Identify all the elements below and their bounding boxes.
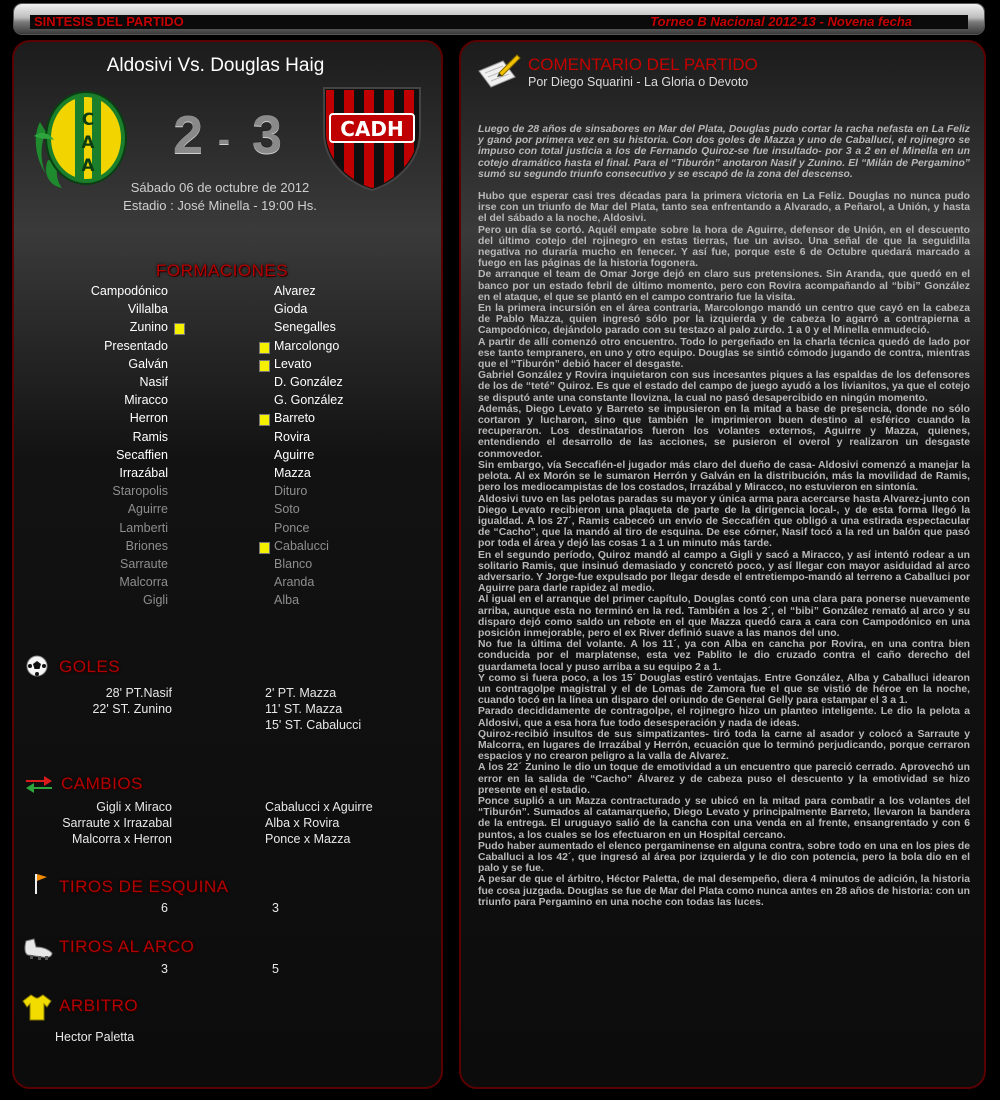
home-crest-letter-a1: A xyxy=(81,133,95,153)
away-player-name: Barreto xyxy=(274,411,315,426)
roster-row xyxy=(0,466,440,484)
shots-heading: TIROS AL ARCO xyxy=(59,937,195,956)
corners-home-value: 6 xyxy=(161,901,168,915)
home-score: 2 xyxy=(173,105,204,165)
roster-row xyxy=(0,575,440,593)
home-player-name: Briones xyxy=(125,538,168,553)
notepad-pencil-icon xyxy=(477,51,521,94)
home-substitution: Malcorra x Herron xyxy=(71,832,172,846)
comment-paragraph: A pesar de que el árbitro, Héctor Paletta, de mal desempeño, diera 4 minutos de adición, la historia fue cosa juzgada. Douglas se fue de Mar del Plata como nunca antes en 28 años de historia: con un triunfo para Pergamino en una noche con todas las luces. xyxy=(478,874,970,908)
comment-paragraph: Al igual en el arranque del primer capítulo, Douglas contó con una clara para ponerse nuevamente arriba, aunque esta no terminó en la red. También a los 2´, el “bibi” González remató al arco y su disparo dejó como saldo un rebote en el que Mazza quedó cara a cara con Campodónico en una posición inmejorable, pero el ex River definió suave a las manos del uno. xyxy=(478,594,970,639)
home-player-name: Campodónico xyxy=(90,284,168,298)
home-crest-logo xyxy=(28,82,132,192)
roster-row xyxy=(0,539,440,557)
comment-paragraph: No fue la última del volante. A los 11´, ya con Alba en cancha por Rovira, en una contra bien conducida por el marplatense, esta vez Pablito le dio cruzado contra el caño derecho del guardameta local y puso arriba a su equipo 2 a 1. xyxy=(478,639,970,673)
comment-body xyxy=(478,124,970,908)
away-substitution: Ponce x Mazza xyxy=(265,832,351,846)
corners-away-value: 3 xyxy=(272,901,279,915)
corner-flag-icon xyxy=(31,872,49,901)
comment-paragraph: A partir de allí comenzó otro encuentro. Todo lo pergeñado en la charla técnica quedó de lado por ese tanto tempranero, en uno y otro equipo. Douglas se sintió cómodo jugando de contra, mientras que el “Tiburón” debió hacer el desgaste. xyxy=(478,336,970,371)
home-player-name: Zunino xyxy=(129,320,168,335)
formations-heading: FORMACIONES xyxy=(156,261,289,280)
away-substitution: Cabalucci x Aguirre xyxy=(265,800,373,814)
comment-paragraph: De arranque el team de Omar Jorge dejó en claro sus pretensiones. Sin Aranda, que quedó en el banco por un estado febril de último momento, pero con Rovira acompañando al “bibi” González en el ataque, el que se plantó en el campo contrario fue la visita. xyxy=(478,269,970,303)
comment-lead: Luego de 28 años de sinsabores en Mar del Plata, Douglas pudo cortar la racha nefasta en La Feliz y ganó por primera vez en su historia. Con dos goles de Mazza y uno de Caballuci, el rojinegro se impuso con total justicia a los de Fernando Quiroz-se fue insultado- por 3 a 2 en el Minella en un cotejo dramático hasta el final. Para el “Tiburón” anotaron Nasif y Zunino. El “Milán de Pergamino” sumó su segundo triunfo consecutivo y se escapó de la zona del descenso. xyxy=(478,124,970,180)
home-player-name: Nasif xyxy=(139,375,168,389)
header-left-title: SINTESIS DEL PARTIDO xyxy=(34,14,184,29)
home-player-name: Herron xyxy=(129,411,168,426)
comment-paragraph: Gabriel González y Rovira inquietaron con sus incesantes piques a las espaldas de los defensores de los de “teté” Quiroz. Es que el estado del campo de juego ayudó a los livianitos, ya que el cotejo se disputó ante una constante llovizna, la cual no pasó desapercibido en ningún momento. xyxy=(478,370,970,404)
home-player-name: Secaffien xyxy=(116,447,168,462)
roster-row xyxy=(0,448,440,466)
away-player-name: Rovira xyxy=(274,429,311,444)
comment-paragraph: En el segundo período, Quiroz mandó al campo a Gigli y sacó a Miracco, y así intentó rodear a un solitario Ramis, que insinuó demasiado y concretó poco, y así llegar con mayor asiduidad al arco adversario. Y Jorge-fue expulsado por llegar desde el entretiempo-mandó al terreno a Caballuci por Aguirre para darle rapidez al medio. xyxy=(478,549,970,595)
roster-row xyxy=(0,411,440,429)
away-player-name: Blanco xyxy=(274,557,313,571)
roster-row xyxy=(0,593,440,611)
roster-row xyxy=(0,557,440,575)
away-player-name: Gioda xyxy=(274,302,308,317)
yellow-card-icon xyxy=(259,360,270,372)
home-player-name: Presentado xyxy=(104,338,168,353)
home-substitution: Sarraute x Irrazabal xyxy=(62,816,172,830)
away-crest-logo xyxy=(320,84,424,192)
away-player-name: Cabalucci xyxy=(274,538,329,553)
away-player-name: Levato xyxy=(274,356,312,371)
home-crest-letter-c: C xyxy=(81,110,95,130)
home-player-name: Ramis xyxy=(132,429,168,444)
home-substitution: Gigli x Miraco xyxy=(96,800,172,814)
shots-away-value: 5 xyxy=(272,962,279,976)
roster-row xyxy=(0,521,440,539)
home-player-name: Aguirre xyxy=(127,502,168,517)
roster-row xyxy=(0,375,440,393)
home-player-name: Lamberti xyxy=(119,520,168,535)
away-player-name: Soto xyxy=(274,502,300,517)
header-bar xyxy=(14,4,984,34)
roster-row xyxy=(0,284,440,302)
roster-row xyxy=(0,339,440,357)
comment-paragraph: Quiroz-recibió insultos de sus simpatizantes- tiró toda la carne al asador y colocó a Sarraute y Malcorra, en lugares de Irrazábal y Herrón, ecuación que lo terminó perjudicando, porque cerraron espacios y no crearon peligro a la valla de Alvarez. xyxy=(478,728,970,763)
roster-table xyxy=(0,284,440,614)
comment-paragraph: Ponce suplió a un Mazza contracturado y se ubicó en la mitad para combatir a los volantes del “Tiburón”. Sumados al catamarqueño, Diego Levato y principalmente Barreto, llevaron la bandera de la entrega. El uruguayo salió de la cancha con una venda en al frente, ensangrentado y con 6 puntos, a los cuales se los efectuaron en un Hospital cercano. xyxy=(478,795,970,841)
referee-name: Hector Paletta xyxy=(55,1030,135,1044)
match-date: Sábado 06 de octubre de 2012 xyxy=(130,180,310,195)
home-player-name: Miracco xyxy=(124,393,168,408)
yellow-card-icon xyxy=(259,542,270,554)
subs-heading: CAMBIOS xyxy=(61,774,143,793)
away-player-name: D. González xyxy=(274,375,343,389)
goals-heading: GOLES xyxy=(59,657,121,676)
home-player-name: Irrazábal xyxy=(119,466,168,480)
comment-author: Por Diego Squarini - La Gloria o Devoto xyxy=(528,75,749,89)
away-goal: 2' PT. Mazza xyxy=(265,686,337,700)
roster-row xyxy=(0,484,440,502)
match-venue: Estadio : José Minella - 19:00 Hs. xyxy=(123,198,317,213)
away-player-name: Marcolongo xyxy=(274,338,340,353)
roster-row xyxy=(0,302,440,320)
away-player-name: G. González xyxy=(274,393,344,408)
score-separator: - xyxy=(218,118,230,159)
roster-row xyxy=(0,320,440,338)
home-crest-letter-a2: A xyxy=(81,156,95,176)
away-crest-text: CADH xyxy=(340,117,404,141)
comment-paragraph: Pero un día se cortó. Aquél empate sobre la hora de Aguirre, defensor de Unión, en el descuento del último cotejo del rojinegro en estas tierras, fue un aviso. Una señal de que la seguidilla negativa no duraría mucho en fenecer. Y así fue, porque este 6 de Octubre quedará marcado a fuego en las páginas de la historia fogonera. xyxy=(478,224,970,270)
home-player-name: Galván xyxy=(128,356,168,371)
home-player-name: Gigli xyxy=(142,593,168,608)
substitution-arrows-icon xyxy=(24,775,54,798)
comment-paragraph: En la primera incursión en el área contraria, Marcolongo mandó un centro que cayó en la cabeza de Pablo Mazza, quien ingresó sólo por la izquierda y de cabeza lo agarró a contrapierna a Campodónico, dejándolo parado con su testazo al palo zurdo. 1 a 0 y el Minella enmudeció. xyxy=(478,303,970,337)
comment-paragraph: Además, Diego Levato y Barreto se impusieron en la mitad a base de presencia, donde no sólo cortaron y lucharon, sino que también le imprimieron buen destino al esférico cuando la recuperaron. Los destinatarios fueron los volantes externos, Aguirre y Mazza, quienes, entendiendo el desarrollo de las acciones, se pusieron el overol y realizaron un desgaste conmovedor. xyxy=(478,403,970,460)
roster-row xyxy=(0,357,440,375)
shots-home-value: 3 xyxy=(161,962,168,976)
away-player-name: Aguirre xyxy=(274,447,315,462)
roster-row xyxy=(0,393,440,411)
header-right-title: Torneo B Nacional 2012-13 - Novena fecha xyxy=(650,14,912,29)
roster-row xyxy=(0,430,440,448)
comment-paragraph: A los 22´ Zunino le dio un toque de emotividad a un encuentro que pareció cerrado. Aprovechó un error en la salida de “Cacho” Álvarez y de cabeza puso el descuento y la emotividad se hizo presente en el estadio. xyxy=(478,762,970,796)
referee-shirt-icon xyxy=(22,992,52,1027)
away-player-name: Dituro xyxy=(274,484,308,499)
yellow-card-icon xyxy=(174,323,185,335)
away-player-name: Ponce xyxy=(274,520,310,535)
away-substitution: Alba x Rovira xyxy=(265,816,340,830)
comment-paragraph: Pudo haber aumentado el elenco pergaminense en alguna contra, sobre todo en una en los pies de Caballuci a los 42´, que ingresó al área por izquierda y le dio con potencia, pero la bola dio en el palo y se fue. xyxy=(478,840,970,875)
home-goal: 22' ST. Zunino xyxy=(92,702,172,716)
away-player-name: Alvarez xyxy=(274,284,316,298)
comment-heading: COMENTARIO DEL PARTIDO xyxy=(528,55,758,74)
home-goal: 28' PT.Nasif xyxy=(105,686,172,700)
home-player-name: Malcorra xyxy=(119,575,168,590)
away-player-name: Mazza xyxy=(274,466,311,480)
home-player-name: Villalba xyxy=(127,302,168,317)
soccer-ball-icon xyxy=(26,655,48,682)
subs-list xyxy=(0,800,440,856)
away-goal: 11' ST. Mazza xyxy=(265,702,343,716)
home-player-name: Staropolis xyxy=(112,484,168,499)
roster-row xyxy=(0,502,440,520)
goals-list xyxy=(0,686,440,742)
away-player-name: Alba xyxy=(274,593,300,608)
referee-heading: ARBITRO xyxy=(59,996,139,1015)
comment-paragraph: Aldosivi tuvo en las pelotas paradas su mayor y única arma para acercarse hasta Alvarez-junto con Diego Levato recibieron una plaqueta de parte de la dirigencia local-, y de esta forma llegó la igualdad. A los 27´, Ramis cabeceó un envío de Seccafién que obligó a una estirada espectacular de “Cacho”, que la mandó al tiro de esquina. De ese córner, Nasif tocó a la red un balón que pasó por toda el área y dejó las cosas 1 a 1 un minuto más tarde. xyxy=(478,493,970,550)
home-player-name: Sarraute xyxy=(120,557,168,571)
yellow-card-icon xyxy=(259,414,270,426)
away-score: 3 xyxy=(252,105,283,165)
away-player-name: Aranda xyxy=(274,575,315,590)
away-player-name: Senegalles xyxy=(274,320,336,335)
match-title: Aldosivi Vs. Douglas Haig xyxy=(106,55,325,76)
comment-paragraph: Hubo que esperar casi tres décadas para la primera victoria en La Feliz. Douglas no nunca pudo irse con un triunfo de Mar del Plata, tanto sea enfrentando a Alvarado, a Peñarol, a Unión, y hasta el del sábado a la noche, Aldosivi. xyxy=(478,191,970,225)
comment-paragraph: Parado decididamente de contragolpe, el rojinegro hizo un planteo inteligente. Le dio la pelota a Aldosivi, que a esa hora fue todo desesperación y nada de ideas. xyxy=(478,706,970,729)
yellow-card-icon xyxy=(259,342,270,354)
away-goal: 15' ST. Cabalucci xyxy=(265,718,362,732)
soccer-boot-icon xyxy=(22,935,54,966)
comment-paragraph: Y como si fuera poco, a los 15´ Douglas estiró ventajas. Entre González, Alba y Caballuci idearon un contragolpe magistral y el de Lomas de Zamora fue el que se vistió de héroe en la noche, cuando tocó en la línea un disparo del oriundo de General Gelly para estampar el 3 a 1. xyxy=(478,672,970,707)
corners-heading: TIROS DE ESQUINA xyxy=(59,877,229,896)
comment-paragraph: Sin embargo, vía Seccafién-el jugador más claro del dueño de casa- Aldosivi comenzó a manejar la pelota. Al ex Morón se le sumaron Herrón y Galván en la distribución, más la movilidad de Ramis, pero los mediocampistas de los costados, Irrazábal y Miracco, no estuvieron en sintonía. xyxy=(478,459,970,494)
